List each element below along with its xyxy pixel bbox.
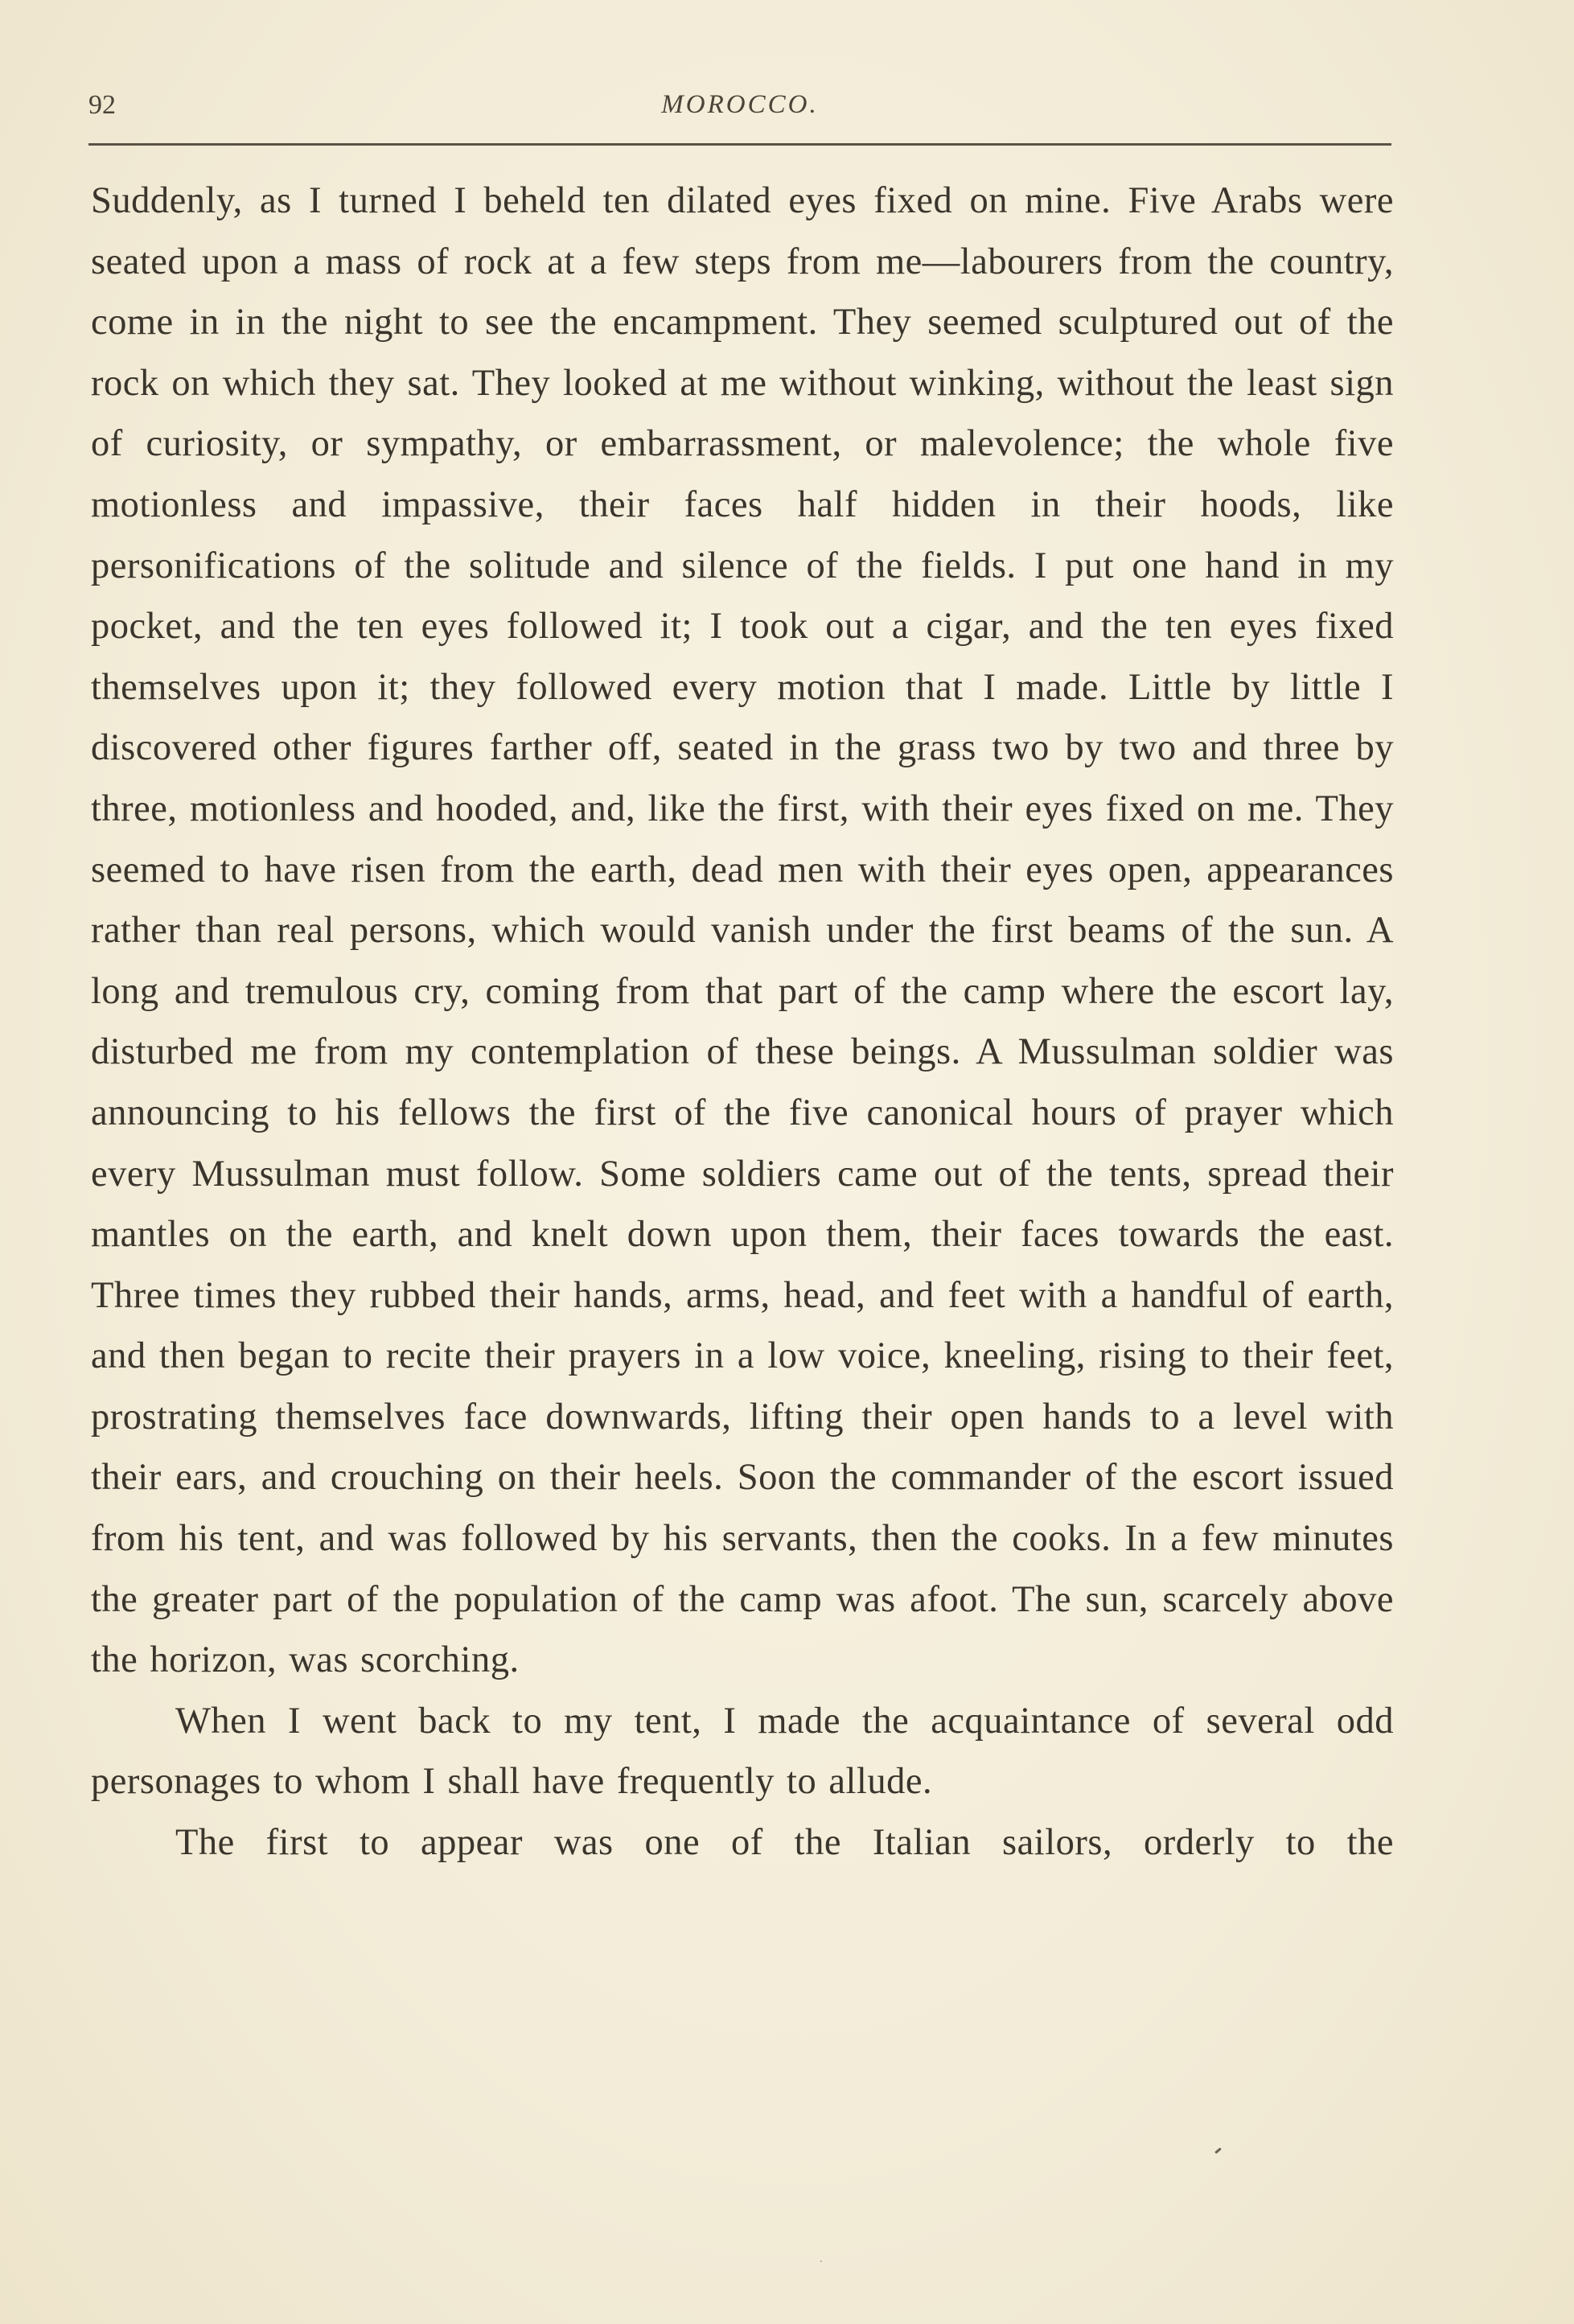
- paragraph: Suddenly, as I turned I beheld ten dilated eyes fixed on mine. Five Arabs were seated upon a mass of rock at a few steps from me—labourers from the country, come in in the night to see the encampment. They seemed sculptured out of the rock on which they sat. They looked at me without winking, without the least sign of curiosity, or sympathy, or embarrassment, or malevolence; the whole five motionless and impassive, their faces half hidden in their hoods, like personifications of the solitude and silence of the fields. I put one hand in my pocket, and the ten eyes followed it; I took out a cigar, and the ten eyes fixed themselves upon it; they followed every motion that I made. Little by little I discovered other figures farther off, seated in the grass two by two and three by three, motionless and hooded, and, like the first, with their eyes fixed on me. They seemed to have risen from the earth, dead men with their eyes open, appearances rather than real persons, which would vanish under the first beams of the sun. A long and tremulous cry, coming from that part of the camp where the escort lay, disturbed me from my contemplation of these beings. A Mussulman soldier was announcing to his fellows the first of the five canonical hours of prayer which every Mussulman must follow. Some soldiers came out of the tents, spread their mantles on the earth, and knelt down upon them, their faces towards the east. Three times they rubbed their hands, arms, head, and feet with a handful of earth, and then began to recite their prayers in a low voice, kneeling, rising to their feet, prostrating themselves face downwards, lifting their open hands to a level with their ears, and crouching on their heels. Soon the commander of the escort issued from his tent, and was followed by his servants, then the cooks. In a few minutes the greater part of the population of the camp was afoot. The sun, scarcely above the horizon, was scorching.: [91, 180, 1394, 1681]
- ink-speck: [820, 2260, 822, 2262]
- header-rule: [88, 143, 1391, 146]
- body-text: [91, 171, 1394, 1874]
- page-number: 92: [88, 90, 116, 120]
- paragraph: The first to appear was one of the Italian sailors, orderly to the: [175, 1822, 1394, 1864]
- running-title: MOROCCO.: [661, 90, 819, 119]
- ink-speck: [1214, 2147, 1222, 2153]
- page-header: [88, 90, 1391, 138]
- paragraph: When I went back to my tent, I made the acquaintance of several odd personages to whom I shall have frequently to allude.: [91, 1700, 1394, 1803]
